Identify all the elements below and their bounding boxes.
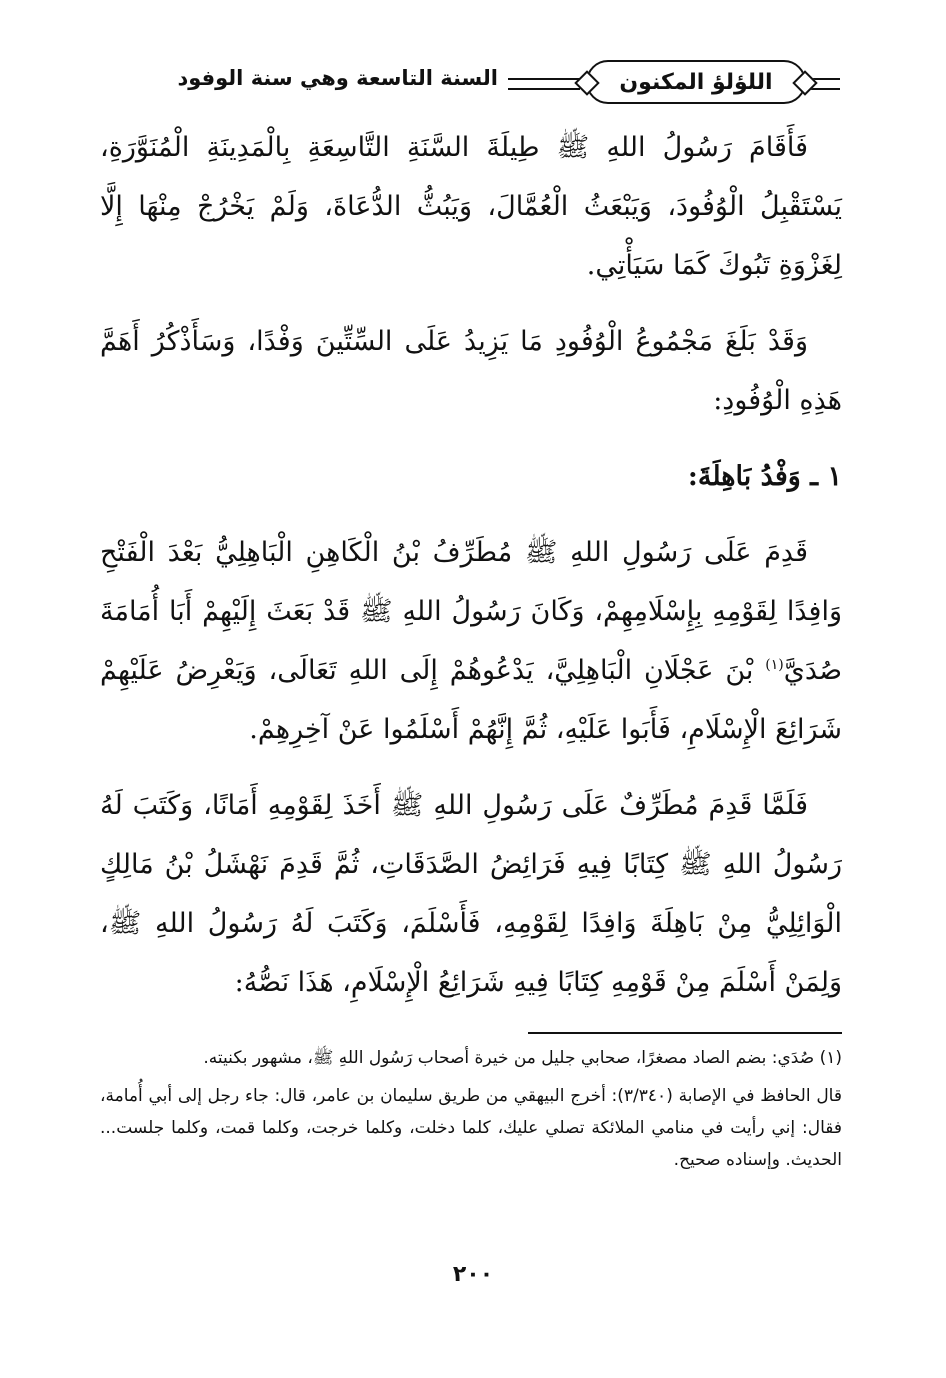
- book-title-cartouche: [586, 60, 806, 104]
- header-rule-middle: [508, 78, 580, 90]
- footnotes: [100, 1042, 842, 1182]
- running-header: [88, 58, 840, 108]
- paragraph-2: وَقَدْ بَلَغَ مَجْمُوعُ الْوُفُودِ مَا يَزِيدُ عَلَى السِّتِّينَ وَفْدًا، وَسَأَذْكُرُ أَهَمَّ هَذِهِ الْوُفُودِ:: [100, 326, 842, 416]
- footnote-separator: [528, 1032, 842, 1034]
- footnote-reference: (١): [765, 657, 784, 673]
- paragraph-3-part-a: قَدِمَ عَلَى رَسُولِ اللهِ ﷺ مُطَرِّفُ بْنُ الْكَاهِنِ الْبَاهِلِيُّ بَعْدَ الْفَتْحِ وَافِدًا لِقَوْمِهِ بِإِسْلَامِهِمْ، وَكَانَ رَسُولُ اللهِ ﷺ قَدْ بَعَثَ إِلَيْهِمْ أَبَا أُمَامَةَ صُدَيَّ: [100, 537, 842, 686]
- chapter-title: السنة التاسعة وهي سنة الوفود: [177, 66, 498, 90]
- footnote-1-continued: قال الحافظ في الإصابة (٣/٣٤٠): أخرج البيهقي من طريق سليمان بن عامر، قال: جاء رجل إلى أبي أُمامة، فقال: إني رأيت في منامي الملائكة تصلي عليك، كلما دخلت، وكلما خرجت، وكلما قمت، وكلما جلست... الحديث. وإسناده صحيح.: [100, 1086, 842, 1170]
- paragraph-1: فَأَقَامَ رَسُولُ اللهِ ﷺ طِيلَةَ السَّنَةِ التَّاسِعَةِ بِالْمَدِينَةِ الْمُنَوَّرَةِ، يَسْتَقْبِلُ الْوُفُودَ، وَيَبْعَثُ الْعُمَّالَ، وَيَبُثُّ الدُّعَاةَ، وَلَمْ يَخْرُجْ مِنْهَا إِلَّا لِغَزْوَةِ تَبُوكَ كَمَا سَيَأْتِي.: [100, 132, 842, 281]
- paragraph-4: فَلَمَّا قَدِمَ مُطَرِّفٌ عَلَى رَسُولِ اللهِ ﷺ أَخَذَ لِقَوْمِهِ أَمَانًا، وَكَتَبَ لَهُ رَسُولُ اللهِ ﷺ كِتَابًا فِيهِ فَرَائِضُ الصَّدَقَاتِ، ثُمَّ قَدِمَ نَهْشَلُ بْنُ مَالِكٍ الْوَائِلِيُّ مِنْ بَاهِلَةَ وَافِدًا لِقَوْمِهِ، فَأَسْلَمَ، وَكَتَبَ لَهُ رَسُولُ اللهِ ﷺ، وَلِمَنْ أَسْلَمَ مِنْ قَوْمِهِ كِتَابًا فِيهِ شَرَائِعُ الْإِسْلَامِ، هَذَا نَصُّهُ:: [100, 790, 842, 998]
- page-number: ٢٠٠: [452, 1262, 494, 1287]
- paragraph-3-part-b: بْنَ عَجْلَانِ الْبَاهِلِيَّ، يَدْعُوهُمْ إِلَى اللهِ تَعَالَى، وَيَعْرِضُ عَلَيْهِمْ شَرَائِعَ الْإِسْلَامِ، فَأَبَوا عَلَيْهِ، ثُمَّ إِنَّهُمْ أَسْلَمُوا عَنْ آخِرِهِمْ.: [100, 655, 842, 745]
- footnote-1: (١) صُدَي: بضم الصاد مصغرًا، صحابي جليل من خيرة أصحاب رَسُول اللهِ ﷺ، مشهور بكنيته.: [203, 1048, 842, 1068]
- book-title: اللؤلؤ المكنون: [619, 69, 773, 95]
- paragraph-3: [100, 523, 842, 759]
- main-text: [100, 118, 842, 1029]
- section-heading-bahila: ١ ـ وَفْدُ بَاهِلَةَ:: [687, 461, 842, 492]
